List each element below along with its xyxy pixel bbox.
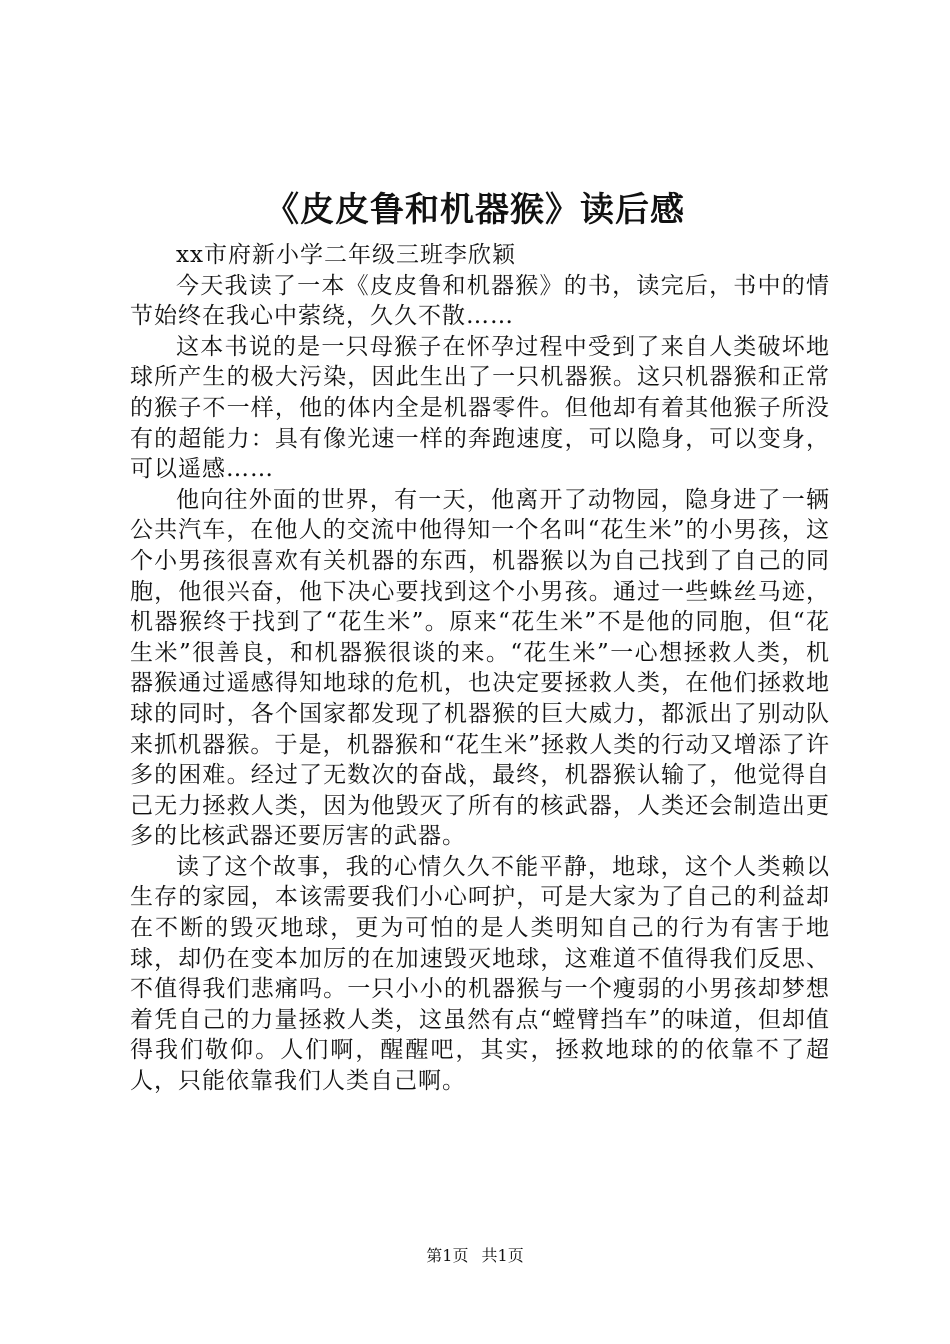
paragraph-2: 这本书说的是一只母猴子在怀孕过程中受到了来自人类破坏地球所产生的极大污染，因此生出了一只机器猴。这只机器猴和正常的猴子不一样，他的体内全是机器零件。但他却有着其他猴子所没有的超能力：具有像光速一样的奔跑速度，可以隐身，可以变身，可以遥感…… <box>130 333 830 483</box>
page-total: 共1页 <box>481 1246 524 1265</box>
paragraph-4: 读了这个故事，我的心情久久不能平静，地球，这个人类赖以生存的家园，本该需要我们小心呵护，可是大家为了自己的利益却在不断的毁灭地球，更为可怕的是人类明知自己的行为有害于地球，却仍在变本加厉的在加速毁灭地球，这难道不值得我们反思、不值得我们悲痛吗。一只小小的机器猴与一个瘦弱的小男孩却梦想着凭自己的力量拯救人类，这虽然有点“螳臂挡车”的味道，但却值得我们敬仰。人们啊，醒醒吧，其实，拯救地球的的依靠不了超人，只能依靠我们人类自己啊。 <box>130 853 830 1095</box>
paragraph-1: 今天我读了一本《皮皮鲁和机器猴》的书，读完后，书中的情节始终在我心中萦绕，久久不散…… <box>130 272 830 330</box>
document-title: 《皮皮鲁和机器猴》读后感 <box>265 190 685 230</box>
author-line: xx市府新小学二年级三班李欣颖 <box>176 242 516 268</box>
document-body <box>130 240 830 1097</box>
paragraph-3: 他向往外面的世界，有一天，他离开了动物园，隐身进了一辆公共汽车，在他人的交流中他得知一个名叫“花生米”的小男孩，这个小男孩很喜欢有关机器的东西，机器猴以为自己找到了自己的同胞，他很兴奋，他下决心要找到这个小男孩。通过一些蛛丝马迹，机器猴终于找到了“花生米”。原来“花生米”不是他的同胞，但“花生米”很善良，和机器猴很谈的来。“花生米”一心想拯救人类，机器猴通过遥感得知地球的危机，也决定要拯救人类，在他们拯救地球的同时，各个国家都发现了机器猴的巨大威力，都派出了别动队来抓机器猴。于是，机器猴和“花生米”拯救人类的行动又增添了许多的困难。经过了无数次的奋战，最终，机器猴认输了，他觉得自己无力拯救人类，因为他毁灭了所有的核武器，人类还会制造出更多的比核武器还要厉害的武器。 <box>130 486 830 850</box>
page-footer <box>0 1244 950 1268</box>
page-number: 第1页 <box>426 1246 469 1265</box>
